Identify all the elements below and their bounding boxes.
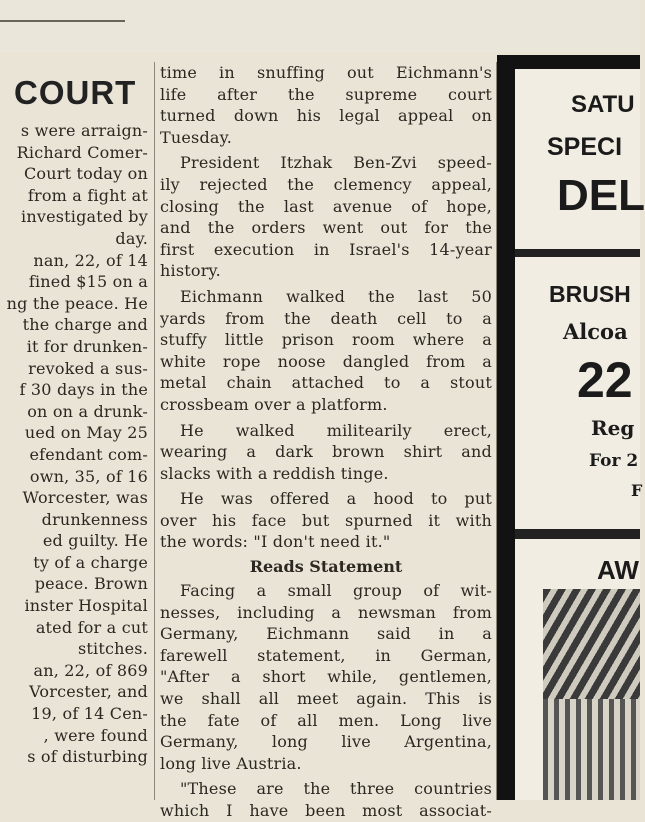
text-line: "These are the three countries bbox=[180, 779, 492, 799]
text-line: , were found bbox=[43, 725, 148, 745]
text-line: long live Austria. bbox=[160, 753, 302, 773]
text-line: f 30 days in the bbox=[19, 380, 148, 400]
text-line: ily rejected the clemency appeal, bbox=[160, 174, 492, 194]
text-line: turned down his legal appeal on bbox=[160, 106, 492, 126]
text-line: first execution in Israel's 14-year bbox=[160, 239, 492, 259]
ad-divider bbox=[515, 249, 640, 257]
paragraph bbox=[160, 152, 492, 282]
reads-statement-subhead: Reads Statement bbox=[249, 557, 403, 577]
paragraph bbox=[160, 778, 492, 821]
text-line: Court today on bbox=[23, 164, 148, 184]
text-line: crossbeam over a platform. bbox=[160, 394, 388, 414]
text-line: the words: "I don't need it." bbox=[160, 532, 391, 552]
ad-line-saturday: SATU bbox=[571, 91, 635, 118]
text-line: nesses, including a newsman from bbox=[160, 602, 492, 622]
text-line: white rope noose dangled from a bbox=[160, 351, 492, 371]
text-line: ated for a cut bbox=[35, 617, 148, 637]
text-line: President Itzhak Ben-Zvi speed- bbox=[180, 153, 492, 173]
text-line: slacks with a reddish tinge. bbox=[160, 463, 389, 483]
text-line: ng the peace. He bbox=[6, 293, 148, 313]
text-line: peace. Brown bbox=[34, 574, 148, 594]
text-line: Germany, Eichmann said in a bbox=[160, 624, 492, 644]
ad-line-reg: Reg bbox=[591, 416, 635, 440]
paragraph bbox=[160, 580, 492, 774]
column-rule bbox=[154, 62, 155, 800]
text-line: inster Hospital bbox=[24, 596, 148, 616]
ad-line-f: F bbox=[631, 481, 643, 500]
court-headline: COURT bbox=[14, 74, 137, 111]
text-line: on on a drunk- bbox=[27, 401, 148, 421]
text-line: Richard Comer- bbox=[16, 142, 148, 162]
text-line: stitches. bbox=[77, 639, 148, 659]
ad-divider bbox=[515, 529, 640, 539]
text-line: Tuesday. bbox=[160, 127, 233, 147]
ad-line-brush: BRUSH bbox=[549, 281, 631, 307]
text-line: an, 22, of 869 bbox=[33, 660, 148, 680]
text-line: over his face but spurned it with bbox=[160, 510, 492, 530]
article-column bbox=[160, 62, 492, 822]
text-line: ed guilty. He bbox=[42, 531, 148, 551]
text-line: farewell statement, in German, bbox=[160, 645, 492, 665]
paragraph bbox=[160, 62, 492, 148]
text-line: drunkenness bbox=[41, 509, 148, 529]
text-line: history. bbox=[160, 261, 221, 281]
page-top-margin bbox=[0, 0, 640, 52]
text-line: it for drunken- bbox=[26, 336, 148, 356]
text-line: He was offered a hood to put bbox=[180, 489, 492, 509]
text-line: yards from the death cell to a bbox=[160, 308, 492, 328]
text-line: the fate of all men. Long live bbox=[160, 710, 492, 730]
text-line: s were arraign- bbox=[20, 121, 148, 140]
ad-line-price: 22 bbox=[577, 352, 633, 408]
text-line: own, 35, of 16 bbox=[29, 466, 148, 486]
text-line: we shall all meet again. This is bbox=[160, 689, 492, 709]
left-column-text bbox=[0, 120, 150, 768]
text-line: stuffy little prison room where a bbox=[160, 330, 492, 350]
storefront-windows bbox=[543, 699, 640, 800]
text-line: fined $15 on a bbox=[28, 272, 148, 292]
text-line: He walked militearily erect, bbox=[180, 420, 492, 440]
text-line: ued on May 25 bbox=[24, 423, 148, 443]
text-line: efendant com- bbox=[29, 444, 148, 464]
ad-line-alcoa: Alcoa bbox=[563, 319, 628, 344]
text-line: "After a short while, gentlemen, bbox=[160, 667, 492, 687]
text-line: Eichmann walked the last 50 bbox=[180, 286, 492, 306]
text-line: which I have been most associat- bbox=[160, 801, 492, 820]
text-line: 19, of 14 Cen- bbox=[31, 704, 148, 724]
text-line: and the orders went out for the bbox=[160, 218, 492, 238]
top-rule bbox=[0, 20, 125, 22]
text-line: investigated by bbox=[21, 207, 148, 227]
advertisement bbox=[515, 69, 645, 800]
text-line: ty of a charge bbox=[33, 552, 148, 572]
text-line: nan, 22, of 14 bbox=[33, 250, 148, 270]
text-line: from a fight at bbox=[27, 185, 148, 205]
text-line: time in snuffing out Eichmann's bbox=[160, 63, 492, 82]
ad-line-special: SPECI bbox=[547, 133, 623, 161]
paragraph bbox=[160, 420, 492, 485]
paragraph bbox=[160, 286, 492, 416]
text-line: s of disturbing bbox=[27, 747, 148, 767]
text-line: closing the last avenue of hope, bbox=[160, 196, 492, 216]
text-line: life after the supreme court bbox=[160, 84, 492, 104]
left-column bbox=[0, 62, 150, 768]
text-line: revoked a sus- bbox=[28, 358, 148, 378]
text-line: the charge and bbox=[22, 315, 148, 335]
text-line: day. bbox=[115, 228, 148, 248]
advertisement-border bbox=[497, 55, 645, 800]
text-line: Germany, long live Argentina, bbox=[160, 732, 492, 752]
text-line: wearing a dark brown shirt and bbox=[160, 442, 492, 462]
text-line: Vorcester, and bbox=[29, 682, 148, 702]
ad-line-aw: AW bbox=[597, 555, 639, 585]
paragraph bbox=[160, 488, 492, 553]
ad-line-del: DEL bbox=[557, 171, 645, 220]
text-line: Facing a small group of wit- bbox=[180, 581, 492, 601]
text-line: Worcester, was bbox=[22, 488, 148, 508]
text-line: metal chain attached to a stout bbox=[160, 373, 492, 393]
ad-line-for: For 2 bbox=[589, 451, 639, 471]
